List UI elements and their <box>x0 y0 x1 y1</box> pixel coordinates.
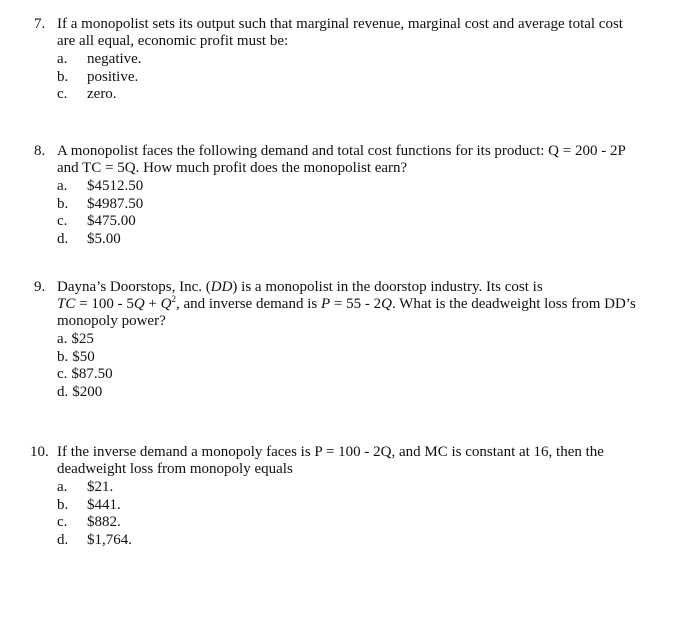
option-a[interactable] <box>57 479 664 497</box>
answer-options <box>57 479 664 549</box>
stem-italic: P <box>320 296 331 312</box>
option-text: $4987.50 <box>87 195 144 212</box>
stem-line: If the inverse demand a monopoly faces is P = 100 - 2Q, and MC is constant at 16, then the <box>57 444 604 460</box>
option-a[interactable] <box>57 331 664 349</box>
question-7 <box>34 16 664 104</box>
stem-italic: Q <box>160 296 172 312</box>
option-text: positive. <box>87 68 139 85</box>
question-9 <box>34 279 664 401</box>
option-d[interactable] <box>57 532 664 550</box>
option-letter: c. <box>57 366 68 382</box>
option-text: $21. <box>87 479 114 495</box>
stem-line <box>57 279 664 296</box>
option-c[interactable] <box>57 514 664 532</box>
question-number: 10. <box>30 444 49 460</box>
option-letter: c. <box>57 86 68 102</box>
option-letter: c. <box>57 514 68 530</box>
option-c[interactable] <box>57 213 664 231</box>
stem-text: Dayna’s Doorstops, Inc. ( <box>57 279 211 295</box>
answer-options <box>57 51 664 104</box>
answer-options <box>57 178 664 248</box>
question-stem <box>57 279 664 330</box>
stem-text: = 55 - 2 <box>330 296 382 312</box>
option-text: $25 <box>71 331 94 347</box>
question-stem <box>57 444 664 478</box>
option-letter: a. <box>57 178 68 194</box>
stem-italic: Q <box>133 296 145 312</box>
question-10 <box>30 444 664 549</box>
option-d[interactable] <box>57 231 664 249</box>
option-letter: d. <box>57 383 69 400</box>
stem-text: . What is the deadweight loss from DD’s <box>391 296 636 312</box>
stem-italic: TC <box>57 296 76 312</box>
option-c[interactable] <box>57 366 664 384</box>
option-letter: b. <box>57 348 69 365</box>
stem-text: , and inverse demand is <box>175 296 321 312</box>
option-letter: c. <box>57 213 68 229</box>
stem-line: and TC = 5Q. How much profit does the monopolist earn? <box>57 160 408 176</box>
option-text: $200 <box>72 383 103 400</box>
option-b[interactable] <box>57 497 664 515</box>
option-text: zero. <box>87 86 117 102</box>
option-letter: b. <box>57 496 69 513</box>
stem-line: If a monopolist sets its output such that marginal revenue, marginal cost and average total cost <box>57 16 623 32</box>
option-a[interactable] <box>57 51 664 69</box>
stem-line: A monopolist faces the following demand and total cost functions for its product: Q = 200 - 2P <box>57 143 626 159</box>
stem-line: deadweight loss from monopoly equals <box>57 461 293 477</box>
option-text: $475.00 <box>87 213 136 229</box>
question-8 <box>34 143 664 248</box>
option-a[interactable] <box>57 178 664 196</box>
stem-text: + <box>144 296 161 312</box>
stem-italic: Q <box>381 296 392 312</box>
option-letter: b. <box>57 195 69 212</box>
option-b[interactable] <box>57 349 664 367</box>
question-number: 9. <box>34 279 46 295</box>
stem-line <box>57 296 664 313</box>
stem-line: monopoly power? <box>57 313 166 329</box>
option-text: $87.50 <box>71 366 113 382</box>
option-text: $441. <box>87 496 121 513</box>
option-letter: a. <box>57 51 68 67</box>
option-d[interactable] <box>57 384 664 402</box>
option-letter: d. <box>57 531 69 548</box>
option-letter: b. <box>57 68 69 85</box>
option-text: $50 <box>72 348 95 365</box>
option-letter: a. <box>57 331 68 347</box>
option-text: negative. <box>87 51 142 67</box>
question-number: 8. <box>34 143 46 159</box>
answer-options <box>57 331 664 401</box>
stem-text: = 100 - 5 <box>75 296 134 312</box>
question-number: 7. <box>34 16 46 32</box>
stem-line: are all equal, economic profit must be: <box>57 33 289 49</box>
option-text: $882. <box>87 514 121 530</box>
option-c[interactable] <box>57 86 664 104</box>
option-text: $5.00 <box>87 230 121 247</box>
option-text: $4512.50 <box>87 178 144 194</box>
option-letter: a. <box>57 479 68 495</box>
option-b[interactable] <box>57 69 664 87</box>
stem-text: ) is a monopolist in the doorstop industry. Its cost is <box>232 279 543 295</box>
option-letter: d. <box>57 230 69 247</box>
question-stem <box>57 16 664 50</box>
exponent: 2 <box>171 294 176 304</box>
option-b[interactable] <box>57 196 664 214</box>
stem-italic: DD <box>210 279 233 295</box>
option-text: $1,764. <box>87 531 132 548</box>
question-stem <box>57 143 664 177</box>
